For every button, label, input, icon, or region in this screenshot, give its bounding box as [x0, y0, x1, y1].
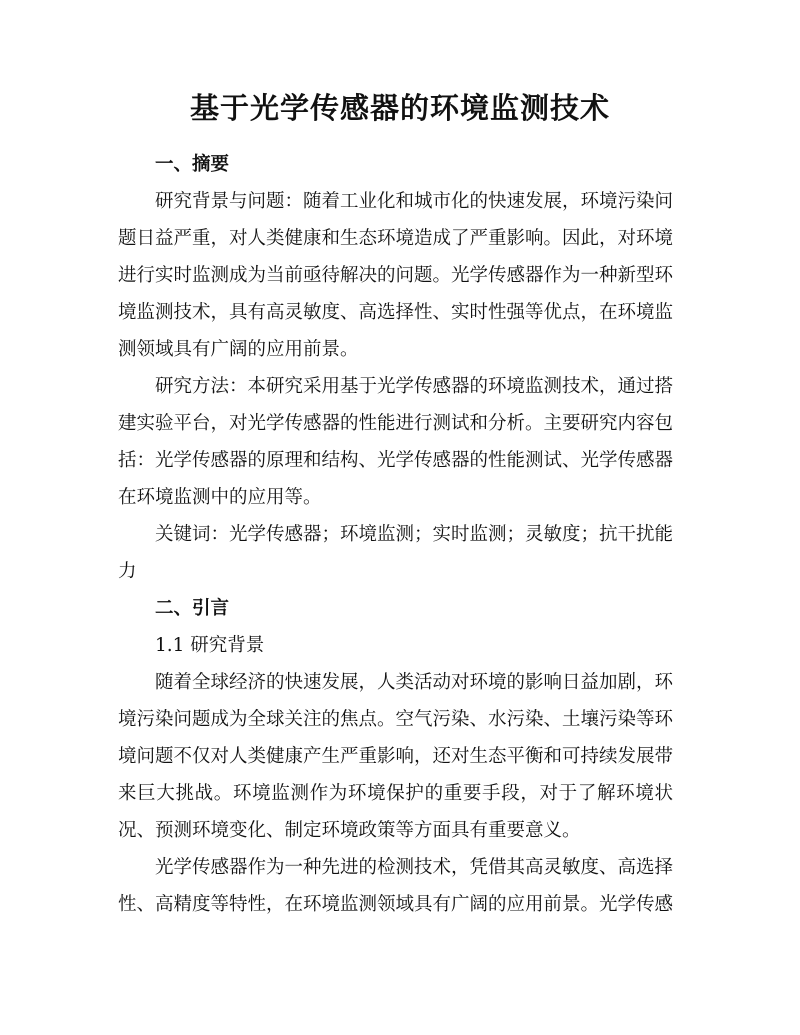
subsection-heading-1-1: 1.1 研究背景 [155, 635, 265, 656]
background-paragraph-1: 随着全球经济的快速发展，人类活动对环境的影响日益加剧，环境污染问题成为全球关注的焦点。空气污染、水污染、土壤污染等环境问题不仅对人类健康产生严重影响，还对生态平衡和可持续发展带来巨大挑战。环境监测作为环境保护的重要手段，对于了解环境状况、预测环境变化、制定环境政策等方面具有重要意义。 [118, 672, 674, 841]
abstract-heading: 一、摘要 [155, 154, 230, 175]
abstract-background-paragraph: 研究背景与问题：随着工业化和城市化的快速发展，环境污染问题日益严重，对人类健康和生态环境造成了严重影响。因此，对环境进行实时监测成为当前亟待解决的问题。光学传感器作为一种新型环境监测技术，具有高灵敏度、高选择性、实时性强等优点，在环境监测领域具有广阔的应用前景。 [118, 191, 674, 360]
document-title: 基于光学传感器的环境监测技术 [189, 91, 610, 125]
background-paragraph-2: 光学传感器作为一种先进的检测技术，凭借其高灵敏度、高选择性、高精度等特性，在环境监测领域具有广阔的应用前景。光学传感 [118, 857, 674, 915]
keywords-paragraph: 关键词：光学传感器；环境监测；实时监测；灵敏度；抗干扰能力 [118, 524, 674, 582]
abstract-method-paragraph: 研究方法：本研究采用基于光学传感器的环境监测技术，通过搭建实验平台，对光学传感器的性能进行测试和分析。主要研究内容包括：光学传感器的原理和结构、光学传感器的性能测试、光学传感器在环境监测中的应用等。 [118, 376, 674, 508]
document-body [118, 146, 673, 923]
intro-heading: 二、引言 [155, 598, 230, 619]
